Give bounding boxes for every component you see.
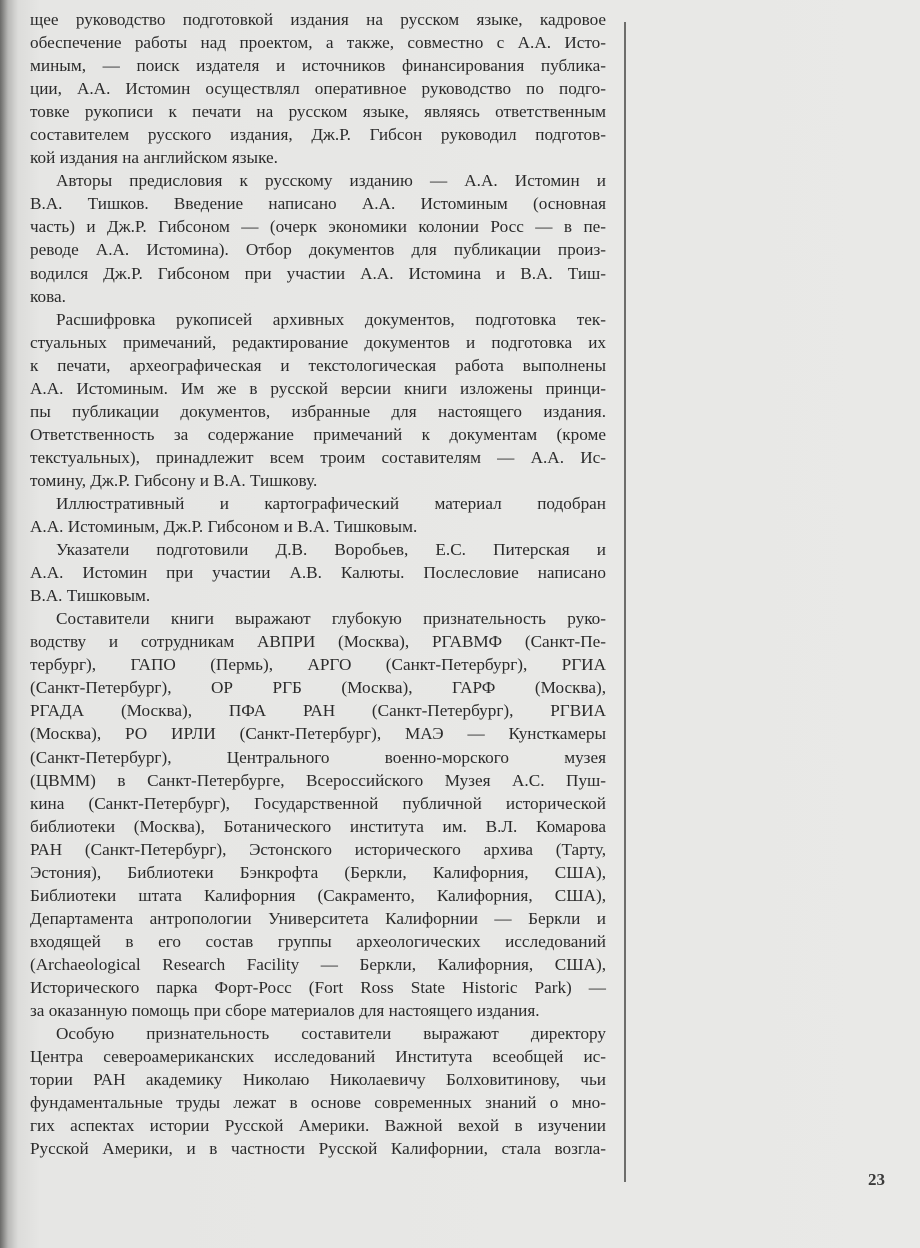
text-line: А.А. Истоминым. Им же в русской версии книги изложены принци- [30, 378, 606, 398]
text-line: кова. [30, 286, 66, 306]
text-line: (ЦВММ) в Санкт-Петербурге, Всероссийского Музея А.С. Пуш- [30, 770, 606, 790]
text-line: В.А. Тишковым. [30, 586, 151, 606]
text-line: РГАДА (Москва), ПФА РАН (Санкт-Петербург), РГВИА [30, 701, 606, 721]
text-line: ции, А.А. Истомин осуществлял оперативное руководство по подго- [30, 79, 606, 99]
margin-rule [624, 22, 626, 1182]
text-line: А.А. Истоминым, Дж.Р. Гибсоном и В.А. Тишковым. [30, 517, 418, 537]
text-line: фундаментальные труды лежат в основе современных знаний о мно- [30, 1093, 606, 1113]
text-line: Библиотеки штата Калифорния (Сакраменто, Калифорния, США), [30, 885, 606, 905]
text-line: Ответственность за содержание примечаний к документам (кроме [30, 424, 606, 444]
text-line: обеспечение работы над проектом, а также, совместно с А.А. Исто- [30, 33, 606, 53]
text-line: Исторического парка Форт-Росс (Fort Ross State Historic Park) — [30, 977, 606, 997]
text-line: щее руководство подготовкой издания на русском языке, кадровое [30, 10, 606, 29]
paragraph [30, 1022, 606, 1160]
text-line: Особую признательность составители выражают директору [56, 1024, 606, 1044]
text-line: Иллюстративный и картографический материал подобран [56, 493, 606, 513]
text-line: составителем русского издания, Дж.Р. Гибсон руководил подготов- [30, 125, 606, 145]
text-line: стуальных примечаний, редактирование документов и подготовка их [30, 332, 606, 352]
text-line: Русской Америки, и в частности Русской Калифорнии, стала возгла- [30, 1139, 606, 1159]
text-line: Эстония), Библиотеки Бэнкрофта (Беркли, Калифорния, США), [30, 862, 606, 882]
paragraph [30, 169, 606, 307]
text-line: библиотеки (Москва), Ботанического института им. В.Л. Комарова [30, 816, 606, 836]
text-line: часть) и Дж.Р. Гибсоном — (очерк экономики колонии Росс — в пе- [30, 217, 606, 237]
text-line: (Москва), РО ИРЛИ (Санкт-Петербург), МАЭ — Кунсткамеры [30, 724, 606, 744]
text-line: Центра североамериканских исследований Института всеобщей ис- [30, 1047, 606, 1067]
text-line: (Санкт-Петербург), ОР РГБ (Москва), ГАРФ (Москва), [30, 678, 606, 698]
text-line: гих аспектах истории Русской Америки. Важной вехой в изучении [30, 1116, 606, 1136]
text-line: кина (Санкт-Петербург), Государственной публичной исторической [30, 793, 606, 813]
text-line: товке рукописи к печати на русском языке, являясь ответственным [30, 102, 606, 122]
text-line: тории РАН академику Николаю Николаевичу Болховитинову, чьи [30, 1070, 606, 1090]
paragraph [30, 538, 606, 607]
text-line: пы публикации документов, избранные для настоящего издания. [30, 401, 606, 421]
text-line: за оказанную помощь при сборе материалов для настоящего издания. [30, 1001, 540, 1021]
text-line: входящей в его состав группы археологических исследований [30, 931, 606, 951]
text-line: водился Дж.Р. Гибсоном при участии А.А. Истомина и В.А. Тиш- [30, 263, 606, 283]
text-line: Составители книги выражают глубокую признательность руко- [56, 609, 606, 629]
text-line: Авторы предисловия к русскому изданию — А.А. Истомин и [56, 171, 606, 191]
text-line: Расшифровка рукописей архивных документов, подготовка тек- [56, 309, 606, 329]
paragraph [30, 8, 606, 169]
text-line: реводе А.А. Истомина). Отбор документов для публикации произ- [30, 240, 606, 260]
paragraph [30, 492, 606, 538]
text-line: кой издания на английском языке. [30, 148, 278, 168]
text-line: (Санкт-Петербург), Центрального военно-морского музея [30, 747, 606, 767]
text-line: Департамента антропологии Университета Калифорнии — Беркли и [30, 908, 606, 928]
body-text [30, 8, 606, 1160]
text-line: РАН (Санкт-Петербург), Эстонского исторического архива (Тарту, [30, 839, 606, 859]
text-line: (Archaeological Research Facility — Беркли, Калифорния, США), [30, 954, 606, 974]
text-line: водству и сотрудникам АВПРИ (Москва), РГАВМФ (Санкт-Пе- [30, 632, 606, 652]
text-line: Указатели подготовили Д.В. Воробьев, Е.С. Питерская и [56, 540, 606, 560]
text-line: тербург), ГАПО (Пермь), АРГО (Санкт-Петербург), РГИА [30, 655, 606, 675]
text-line: А.А. Истомин при участии А.В. Калюты. Послесловие написано [30, 563, 606, 583]
text-line: В.А. Тишков. Введение написано А.А. Истоминым (основная [30, 194, 606, 214]
page-number: 23 [868, 1170, 885, 1189]
text-line: томину, Дж.Р. Гибсону и В.А. Тишкову. [30, 470, 318, 490]
paragraph [30, 607, 606, 1022]
text-line: к печати, археографическая и текстологическая работа выполнены [30, 355, 606, 375]
paragraph [30, 308, 606, 492]
text-line: текстуальных), принадлежит всем троим составителям — А.А. Ис- [30, 447, 606, 467]
text-line: миным, — поиск издателя и источников финансирования публика- [30, 56, 606, 76]
